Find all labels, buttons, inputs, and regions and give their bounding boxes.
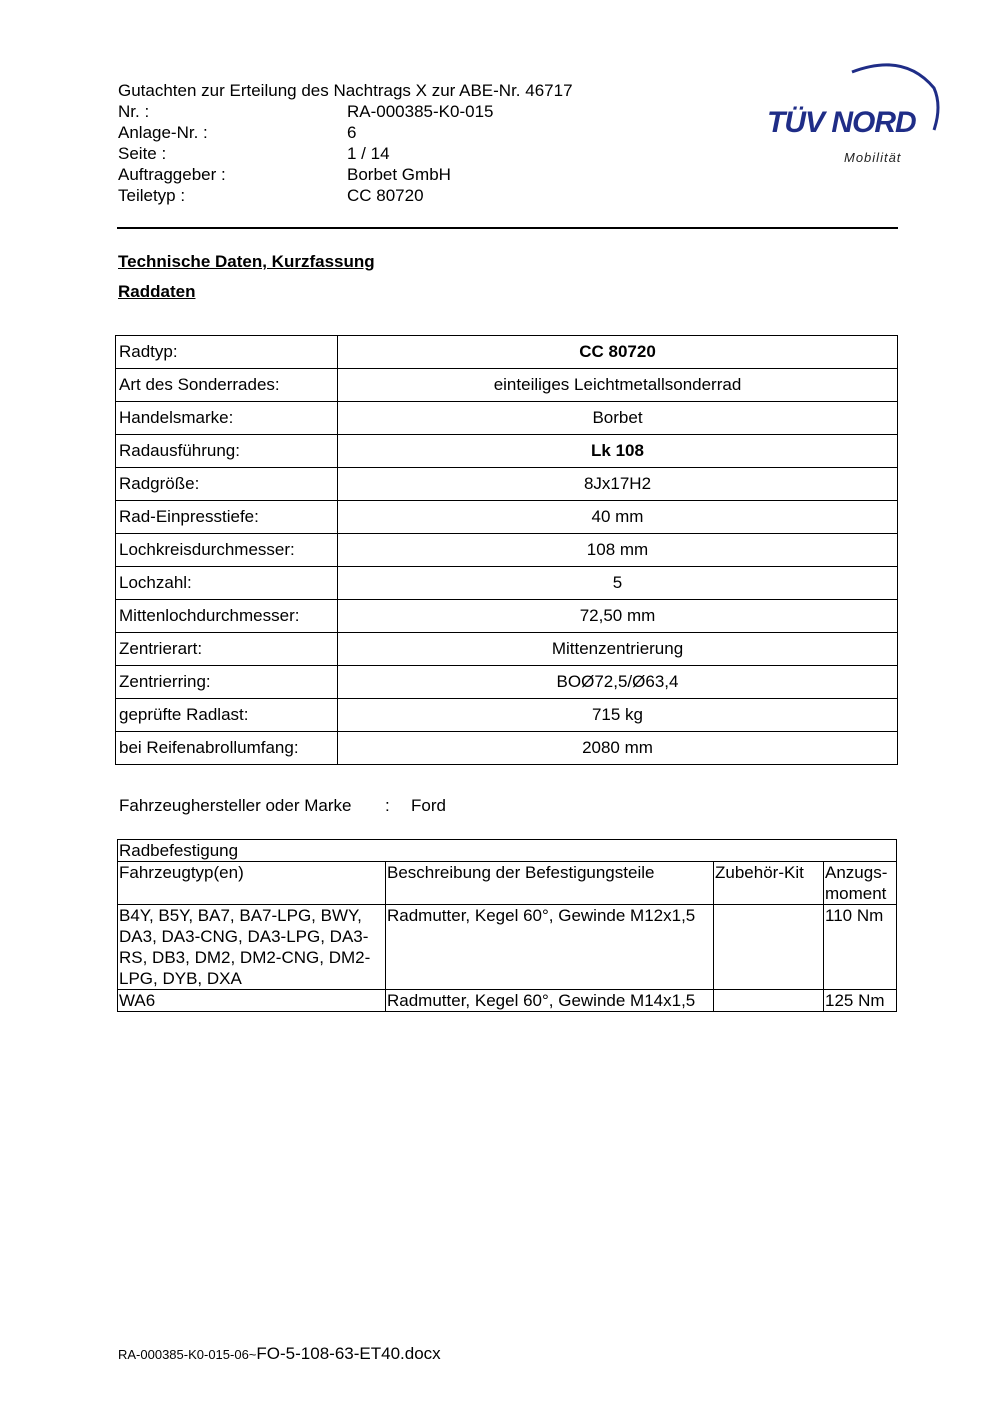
header-field-value: Borbet GmbH <box>347 165 451 184</box>
table-row <box>118 990 897 1012</box>
table-row <box>116 369 898 402</box>
table-title-row <box>118 840 897 862</box>
header-field-value: 1 / 14 <box>347 144 390 163</box>
document-footer <box>118 1344 441 1364</box>
raddaten-table <box>115 335 898 765</box>
raddaten-value: Borbet <box>338 402 898 435</box>
header-field-anlage <box>118 122 573 143</box>
table-row <box>116 732 898 765</box>
tuv-nord-logo <box>764 58 944 170</box>
column-header: Fahrzeugtyp(en) <box>118 862 386 905</box>
manufacturer-value: Ford <box>411 796 446 815</box>
kit-cell <box>714 905 824 990</box>
raddaten-label: Rad-Einpresstiefe: <box>116 501 338 534</box>
raddaten-value: 108 mm <box>338 534 898 567</box>
raddaten-value: 2080 mm <box>338 732 898 765</box>
table-row <box>116 633 898 666</box>
raddaten-label: Radgröße: <box>116 468 338 501</box>
table-row <box>116 567 898 600</box>
vehicle-manufacturer <box>119 796 446 816</box>
torque-cell: 110 Nm <box>824 905 897 990</box>
table-row <box>116 468 898 501</box>
document-header <box>118 80 573 206</box>
raddaten-label: Radausführung: <box>116 435 338 468</box>
vehicle-types-cell: WA6 <box>118 990 386 1012</box>
raddaten-value: BOØ72,5/Ø63,4 <box>338 666 898 699</box>
description-cell: Radmutter, Kegel 60°, Gewinde M12x1,5 <box>386 905 714 990</box>
raddaten-label: Lochkreisdurchmesser: <box>116 534 338 567</box>
header-field-label: Anlage-Nr. : <box>118 123 208 142</box>
raddaten-label: Mittenlochdurchmesser: <box>116 600 338 633</box>
manufacturer-label: Fahrzeughersteller oder Marke <box>119 796 352 815</box>
table-row <box>116 534 898 567</box>
header-field-value: RA-000385-K0-015 <box>347 102 494 121</box>
header-title: Gutachten zur Erteilung des Nachtrags X zur ABE-Nr. 46717 <box>118 81 573 100</box>
raddaten-label: bei Reifenabrollumfang: <box>116 732 338 765</box>
raddaten-value: Mittenzentrierung <box>338 633 898 666</box>
header-divider <box>117 227 898 229</box>
vehicle-types-cell: B4Y, B5Y, BA7, BA7-LPG, BWY, DA3, DA3-CNG, DA3-LPG, DA3-RS, DB3, DM2, DM2-CNG, DM2-LPG, DYB, DXA <box>118 905 386 990</box>
radbefestigung-title: Radbefestigung <box>118 840 897 862</box>
raddaten-value: 5 <box>338 567 898 600</box>
torque-cell: 125 Nm <box>824 990 897 1012</box>
header-field-nr <box>118 101 573 122</box>
column-header: Beschreibung der Befestigungsteile <box>386 862 714 905</box>
raddaten-value: 8Jx17H2 <box>338 468 898 501</box>
header-field-label: Auftraggeber : <box>118 165 226 184</box>
logo-subtitle: Mobilität <box>844 150 902 165</box>
table-row <box>116 666 898 699</box>
table-row <box>116 501 898 534</box>
header-field-label: Seite : <box>118 144 167 163</box>
header-field-auftraggeber <box>118 164 573 185</box>
raddaten-value: 715 kg <box>338 699 898 732</box>
raddaten-label: Lochzahl: <box>116 567 338 600</box>
raddaten-label: Zentrierring: <box>116 666 338 699</box>
manufacturer-separator: : <box>385 796 390 815</box>
raddaten-label: geprüfte Radlast: <box>116 699 338 732</box>
description-cell: Radmutter, Kegel 60°, Gewinde M14x1,5 <box>386 990 714 1012</box>
kit-cell <box>714 990 824 1012</box>
raddaten-value: einteiliges Leichtmetallsonderrad <box>338 369 898 402</box>
table-row <box>116 336 898 369</box>
column-header: Zubehör-Kit <box>714 862 824 905</box>
raddaten-value: 72,50 mm <box>338 600 898 633</box>
table-row <box>116 435 898 468</box>
raddaten-label: Radtyp: <box>116 336 338 369</box>
raddaten-value: CC 80720 <box>338 336 898 369</box>
column-header: Anzugs- moment <box>824 862 897 905</box>
table-row <box>116 699 898 732</box>
header-field-label: Nr. : <box>118 102 150 121</box>
table-header-row <box>118 862 897 905</box>
section-heading: Technische Daten, Kurzfassung <box>118 252 375 271</box>
radbefestigung-table <box>117 839 897 1012</box>
raddaten-label: Handelsmarke: <box>116 402 338 435</box>
header-field-label: Teiletyp : <box>118 186 186 205</box>
logo-wordmark: TÜV NORD <box>767 106 916 139</box>
footer-filename: FO-5-108-63-ET40.docx <box>256 1344 441 1363</box>
header-field-teiletyp <box>118 185 573 206</box>
section-subheading: Raddaten <box>118 282 196 301</box>
header-field-value: 6 <box>347 123 357 142</box>
raddaten-value: 40 mm <box>338 501 898 534</box>
footer-prefix: RA-000385-K0-015-06~ <box>118 1347 257 1362</box>
raddaten-value: Lk 108 <box>338 435 898 468</box>
table-row <box>118 905 897 990</box>
table-row <box>116 402 898 435</box>
header-field-seite <box>118 143 573 164</box>
raddaten-label: Zentrierart: <box>116 633 338 666</box>
raddaten-label: Art des Sonderrades: <box>116 369 338 402</box>
header-field-value: CC 80720 <box>347 186 424 205</box>
table-row <box>116 600 898 633</box>
